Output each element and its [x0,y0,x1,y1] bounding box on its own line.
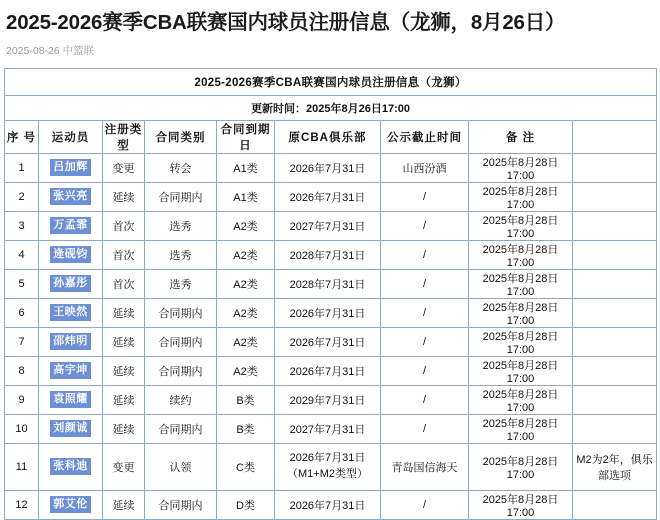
player-name-highlight: 郭艾伦 [50,496,91,513]
cell-regtype: 延续 [103,298,145,327]
table-row [5,356,657,385]
cell-remark [573,269,657,298]
cell-deadline: 2025年8月28日17:00 [469,414,573,443]
column-header-no: 序 号 [5,120,39,153]
cell-player [39,182,103,211]
cell-player [39,443,103,490]
cell-contract: 合同期内 [145,298,217,327]
player-name-highlight: 孙嘉彤 [50,275,91,292]
cell-regtype: 变更 [103,443,145,490]
cell-regtype: 首次 [103,240,145,269]
cell-deadline: 2025年8月28日17:00 [469,385,573,414]
cell-no: 12 [5,490,39,519]
cell-expiry: 2028年7月31日 [275,240,381,269]
cell-class: B类 [217,414,275,443]
cell-deadline: 2025年8月28日17:00 [469,356,573,385]
table-update-row [5,95,657,120]
cell-regtype: 延续 [103,356,145,385]
cell-contract: 合同期内 [145,356,217,385]
cell-contract: 合同期内 [145,414,217,443]
cell-player [39,327,103,356]
table-row [5,182,657,211]
cell-remark [573,414,657,443]
cell-regtype: 延续 [103,490,145,519]
cell-oldclub: / [381,240,469,269]
cell-regtype: 延续 [103,385,145,414]
cell-contract: 认领 [145,443,217,490]
cell-no: 9 [5,385,39,414]
column-header-oldclub: 公示截止时间 [381,120,469,153]
table-row [5,269,657,298]
table-row [5,153,657,182]
cell-remark [573,327,657,356]
cell-expiry: 2029年7月31日 [275,385,381,414]
cell-class: A2类 [217,327,275,356]
cell-oldclub: / [381,414,469,443]
cell-no: 2 [5,182,39,211]
cell-remark [573,356,657,385]
cell-no: 6 [5,298,39,327]
cell-player [39,153,103,182]
player-name-highlight: 邵炜明 [50,333,91,350]
cell-expiry: 2027年7月31日 [275,414,381,443]
cell-regtype: 首次 [103,269,145,298]
cell-oldclub: 山西汾酒 [381,153,469,182]
cell-no: 5 [5,269,39,298]
cell-contract: 选秀 [145,240,217,269]
cell-player [39,490,103,519]
cell-class: A1类 [217,182,275,211]
cell-deadline: 2025年8月28日17:00 [469,153,573,182]
cell-regtype: 变更 [103,153,145,182]
cell-oldclub: 青岛国信海天 [381,443,469,490]
page-title: 2025-2026赛季CBA联赛国内球员注册信息（龙狮，8月26日） [6,11,566,34]
table-row [5,414,657,443]
cell-expiry: 2026年7月31日 （M1+M2类型） [275,443,381,490]
cell-no: 4 [5,240,39,269]
cell-regtype: 延续 [103,414,145,443]
cell-expiry: 2026年7月31日 [275,153,381,182]
cell-oldclub: / [381,356,469,385]
cell-class: A2类 [217,356,275,385]
cell-class: A1类 [217,153,275,182]
cell-contract: 合同期内 [145,490,217,519]
table-doc-title: 2025-2026赛季CBA联赛国内球员注册信息（龙狮） [5,68,657,95]
cell-player [39,414,103,443]
cell-player [39,385,103,414]
cell-remark [573,490,657,519]
player-name-highlight: 逄砚钧 [50,246,91,263]
cell-no: 3 [5,211,39,240]
cell-contract: 合同期内 [145,182,217,211]
column-header-regtype: 注册类型 [103,120,145,153]
cell-class: A2类 [217,269,275,298]
cell-deadline: 2025年8月28日17:00 [469,327,573,356]
cell-class: C类 [217,443,275,490]
cell-deadline: 2025年8月28日17:00 [469,298,573,327]
cell-oldclub: / [381,211,469,240]
cell-oldclub: / [381,490,469,519]
cell-player [39,269,103,298]
cell-expiry: 2026年7月31日 [275,490,381,519]
table-header-row [5,120,657,153]
cell-deadline: 2025年8月28日17:00 [469,182,573,211]
cell-remark [573,298,657,327]
cell-class: A2类 [217,240,275,269]
cell-remark: M2为2年，俱乐部选项 [573,443,657,490]
player-name-highlight: 张科迪 [50,458,91,475]
player-name-highlight: 高宇坤 [50,362,91,379]
cell-contract: 选秀 [145,269,217,298]
cell-oldclub: / [381,182,469,211]
registration-table-body [5,153,657,519]
player-name-highlight: 王映然 [50,304,91,321]
player-name-highlight: 吕加辉 [50,159,91,176]
cell-contract: 续约 [145,385,217,414]
cell-class: A2类 [217,298,275,327]
column-header-class: 合同到期日 [217,120,275,153]
cell-no: 1 [5,153,39,182]
registration-table [4,68,657,520]
table-row [5,443,657,490]
cell-deadline: 2025年8月28日17:00 [469,490,573,519]
cell-deadline: 2025年8月28日17:00 [469,211,573,240]
cell-remark [573,211,657,240]
cell-class: A2类 [217,211,275,240]
cell-contract: 选秀 [145,211,217,240]
cell-no: 8 [5,356,39,385]
table-row [5,327,657,356]
cell-contract: 转会 [145,153,217,182]
cell-expiry: 2026年7月31日 [275,298,381,327]
table-row [5,490,657,519]
article-meta: 2025-08-26 中篮联 [6,44,95,57]
update-time-label: 更新时间：2025年8月26日17:00 [5,95,657,120]
registration-table-wrapper [0,68,660,520]
cell-deadline: 2025年8月28日17:00 [469,240,573,269]
cell-deadline: 2025年8月28日17:00 [469,269,573,298]
table-row [5,240,657,269]
cell-player [39,240,103,269]
player-name-highlight: 袁照耀 [50,391,91,408]
player-name-highlight: 刘颜诚 [50,420,91,437]
player-name-highlight: 万孟霏 [50,217,91,234]
table-doc-title-row [5,68,657,95]
cell-regtype: 首次 [103,211,145,240]
cell-player [39,211,103,240]
cell-player [39,298,103,327]
table-row [5,298,657,327]
cell-expiry: 2028年7月31日 [275,269,381,298]
cell-contract: 合同期内 [145,327,217,356]
cell-class: B类 [217,385,275,414]
cell-remark [573,182,657,211]
cell-player [39,356,103,385]
cell-expiry: 2026年7月31日 [275,182,381,211]
cell-expiry: 2026年7月31日 [275,356,381,385]
cell-regtype: 延续 [103,182,145,211]
column-header-expiry: 原CBA俱乐部 [275,120,381,153]
table-row [5,385,657,414]
cell-class: D类 [217,490,275,519]
cell-no: 10 [5,414,39,443]
cell-remark [573,240,657,269]
cell-remark [573,385,657,414]
cell-no: 11 [5,443,39,490]
cell-expiry: 2026年7月31日 [275,327,381,356]
cell-remark [573,153,657,182]
cell-deadline: 2025年8月28日17:00 [469,443,573,490]
cell-oldclub: / [381,385,469,414]
column-header-deadline: 备 注 [469,120,573,153]
cell-oldclub: / [381,327,469,356]
table-row [5,211,657,240]
player-name-highlight: 张兴亮 [50,188,91,205]
column-header-contract: 合同类别 [145,120,217,153]
cell-expiry: 2027年7月31日 [275,211,381,240]
cell-oldclub: / [381,298,469,327]
column-header-remark [573,120,657,153]
cell-no: 7 [5,327,39,356]
cell-oldclub: / [381,269,469,298]
cell-regtype: 延续 [103,327,145,356]
column-header-player: 运动员 [39,120,103,153]
